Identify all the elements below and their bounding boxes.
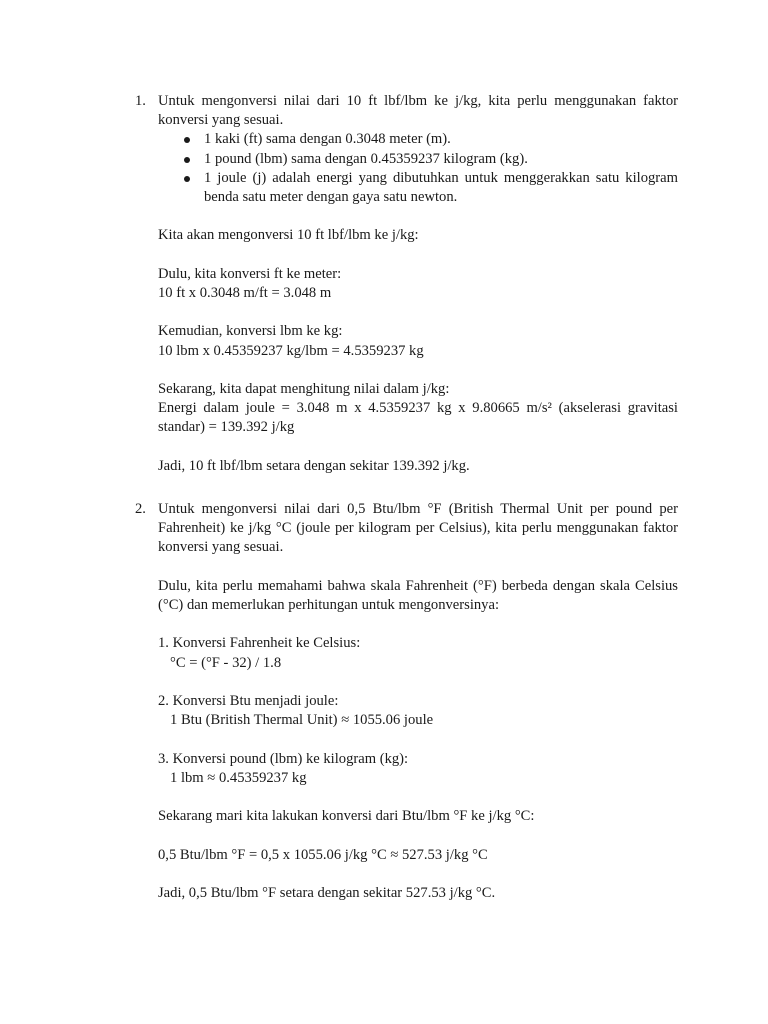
paragraph: Dulu, kita perlu memahami bahwa skala Fahrenheit (°F) berbeda dengan skala Celsius (°C) dan memerlukan perhitungan untuk mengonversinya:	[158, 577, 678, 613]
step-title: 3. Konversi pound (lbm) ke kilogram (kg):	[158, 750, 409, 767]
item2-intro: Untuk mengonversi nilai dari 0,5 Btu/lbm °F (British Thermal Unit per pound per Fahrenheit) ke j/kg °C (joule per kilogram per Celsius), kita perlu menggunakan faktor konversi yang sesuai.	[158, 501, 678, 556]
bullet-item: 1 joule (j) adalah energi yang dibutuhkan untuk menggerakkan satu kilogram benda satu meter dengan gaya satu newton.	[158, 169, 678, 207]
formula: °C = (°F - 32) / 1.8	[170, 654, 282, 671]
step-title: 1. Konversi Fahrenheit ke Celsius:	[158, 635, 361, 652]
bullet-icon	[184, 137, 190, 143]
paragraph: Kita akan mengonversi 10 ft lbf/lbm ke j/kg:	[158, 227, 419, 244]
list-item-1	[135, 92, 678, 476]
conclusion: Jadi, 10 ft lbf/lbm setara dengan sekitar 139.392 j/kg.	[158, 457, 470, 474]
bullet-item: 1 kaki (ft) sama dengan 0.3048 meter (m).	[158, 130, 678, 149]
item1-intro: Untuk mengonversi nilai dari 10 ft lbf/lbm ke j/kg, kita perlu menggunakan faktor konversi yang sesuai.	[158, 93, 678, 129]
step-title: Dulu, kita konversi ft ke meter:	[158, 265, 342, 282]
calculation: 0,5 Btu/lbm °F = 0,5 x 1055.06 j/kg °C ≈ 527.53 j/kg °C	[158, 846, 488, 863]
list-number: 1.	[135, 93, 146, 109]
paragraph: Sekarang mari kita lakukan konversi dari Btu/lbm °F ke j/kg °C:	[158, 808, 535, 825]
list-number: 2.	[135, 501, 146, 517]
step-title: Sekarang, kita dapat menghitung nilai dalam j/kg:	[158, 380, 450, 397]
step-title: 2. Konversi Btu menjadi joule:	[158, 692, 339, 709]
step-calculation: 10 lbm x 0.45359237 kg/lbm = 4.5359237 kg	[158, 342, 424, 359]
formula: 1 Btu (British Thermal Unit) ≈ 1055.06 joule	[170, 712, 434, 729]
formula: 1 lbm ≈ 0.45359237 kg	[170, 769, 307, 786]
list-item-2	[135, 500, 678, 903]
step-title: Kemudian, konversi lbm ke kg:	[158, 323, 343, 340]
step-calculation: 10 ft x 0.3048 m/ft = 3.048 m	[158, 285, 332, 301]
conclusion: Jadi, 0,5 Btu/lbm °F setara dengan sekitar 527.53 j/kg °C.	[158, 884, 496, 901]
conversion-factor-list	[158, 130, 678, 207]
bullet-item: 1 pound (lbm) sama dengan 0.45359237 kilogram (kg).	[158, 150, 678, 169]
bullet-icon	[184, 176, 190, 182]
bullet-icon	[184, 157, 190, 163]
step-calculation: Energi dalam joule = 3.048 m x 4.5359237 kg x 9.80665 m/s² (akselerasi gravitasi standar) = 139.392 j/kg	[158, 400, 678, 436]
